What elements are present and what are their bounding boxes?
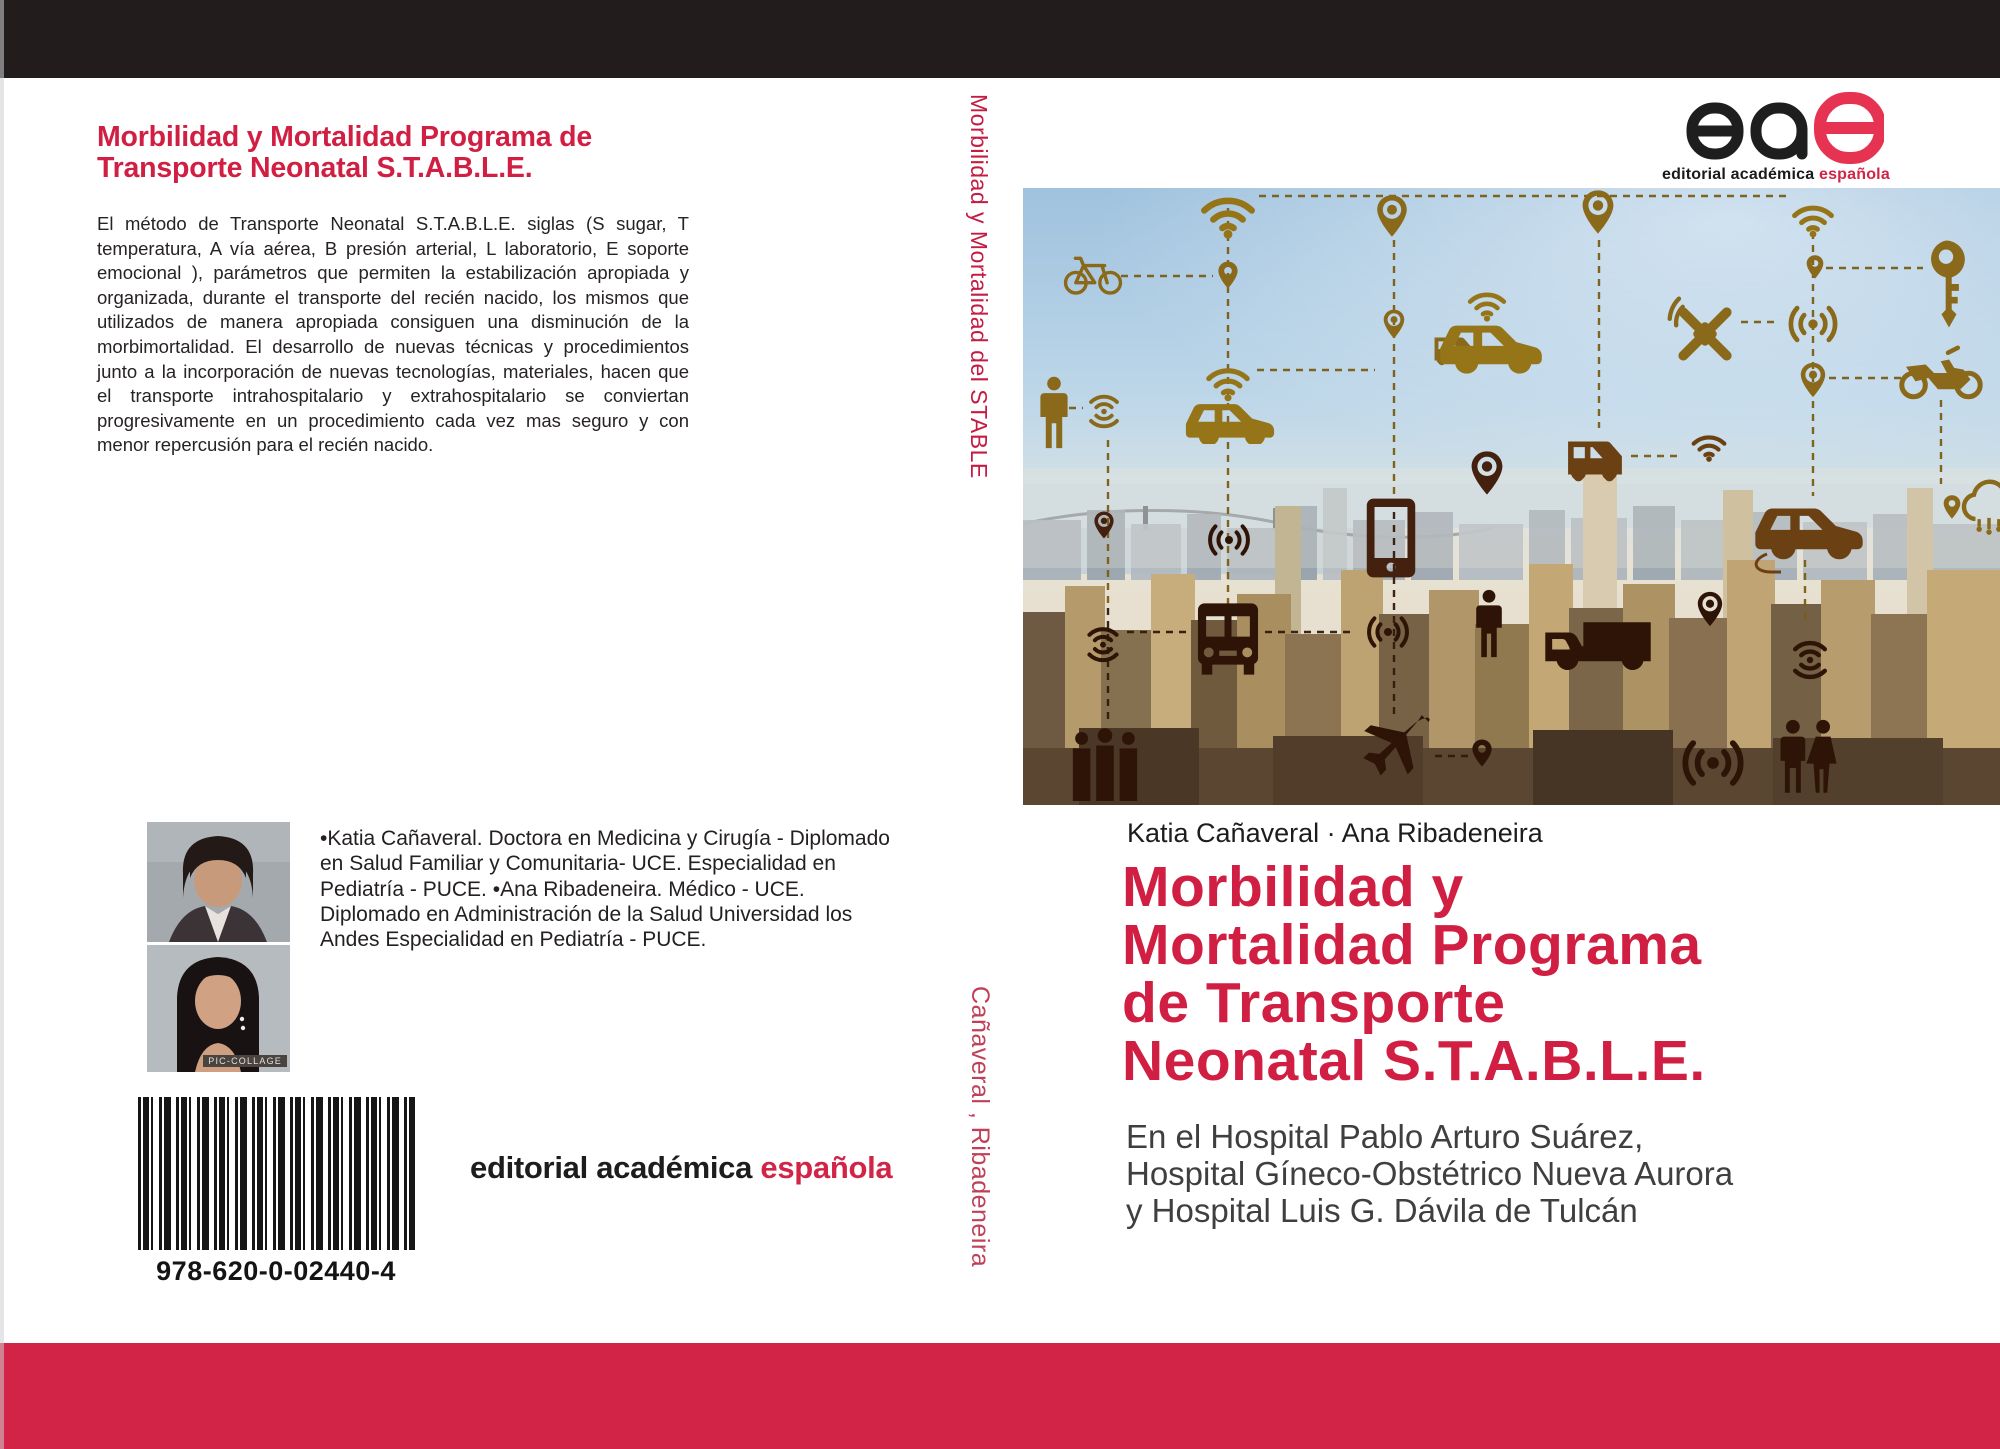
bus-icon (1198, 603, 1258, 674)
people-group-icon (1073, 728, 1137, 801)
publisher-wordmark (470, 1150, 892, 1186)
front-title (1122, 855, 1706, 1093)
back-title: Morbilidad y Mortalidad Programa de Transporte Neonatal S.T.A.B.L.E. (97, 121, 592, 184)
back-synopsis: El método de Transporte Neonatal S.T.A.B.L.E. siglas (S sugar, T temperatura, A vía aérea, B presión arterial, L laboratorio, E soporte emocional ), parámetros que permiten la estabilización apropiada y organizada, durante el transporte del recién nacido, los mismos que utilizados de manera apropiada consiguen una disminución de la morbimortalidad. El desarrollo de nuevas técnicas y procedimientos junto a la incorporación de nuevas tecnologías, materiales, hacen que el transporte intrahospitalario y extrahospitalario se conviertan progresivamente en un procedimiento cada vez mas seguro y con menor repercusión para el recién nacido. (97, 213, 689, 456)
portrait-1-illustration (147, 822, 290, 942)
eae-logo (1656, 90, 1892, 184)
front-subtitle (1126, 1118, 1733, 1229)
eae-logo-letters (1684, 90, 1884, 164)
front-title-line-4: Neonatal S.T.A.B.L.E. (1122, 1029, 1706, 1093)
author-bio: •Katia Cañaveral. Doctora en Medicina y Cirugía - Diplomado en Salud Familiar y Comunitaria- UCE. Especialidad en Pediatría - PUCE. •Ana Ribadeneira. Médico - UCE. Diplomado en Administración de la Salud Universidad los Andes Especialidad en Pediatría - PUCE. (320, 827, 890, 952)
barcode (138, 1097, 415, 1250)
photo-watermark: PIC-COLLAGE (203, 1055, 287, 1067)
publisher-wordmark-red: española (760, 1150, 893, 1185)
front-authors: Katia Cañaveral · Ana Ribadeneira (1127, 818, 1543, 848)
isbn-number: 978-620-0-02440-4 (156, 1256, 396, 1286)
eae-caption-black: editorial académica (1662, 166, 1819, 183)
front-subtitle-line-2: Hospital Gíneco-Obstétrico Nueva Aurora (1126, 1155, 1734, 1192)
portrait-2-illustration (147, 945, 290, 1072)
page-edge (0, 0, 4, 1449)
author-photos (147, 822, 290, 1072)
author-photo-ana (147, 945, 290, 1072)
front-subtitle-line-3: y Hospital Luis G. Dávila de Tulcán (1126, 1192, 1638, 1229)
front-subtitle-line-1: En el Hospital Pablo Arturo Suárez, (1126, 1118, 1644, 1155)
front-title-line-1: Morbilidad y (1122, 855, 1464, 919)
cover-image (1023, 188, 2000, 805)
bottom-bar (0, 1343, 2000, 1449)
publisher-wordmark-black: editorial académica (470, 1150, 761, 1185)
front-title-line-3: de Transporte (1122, 971, 1506, 1035)
author-photo-katia (147, 822, 290, 942)
top-bar (0, 0, 2000, 78)
spine-authors: Cañaveral , Ribadeneira (966, 986, 994, 1268)
front-title-line-2: Mortalidad Programa (1122, 913, 1702, 977)
eae-logo-caption (1656, 166, 1892, 184)
spine-title: Morbilidad y Mortalidad del STABLE (966, 94, 992, 479)
eae-caption-red: española (1818, 166, 1890, 183)
